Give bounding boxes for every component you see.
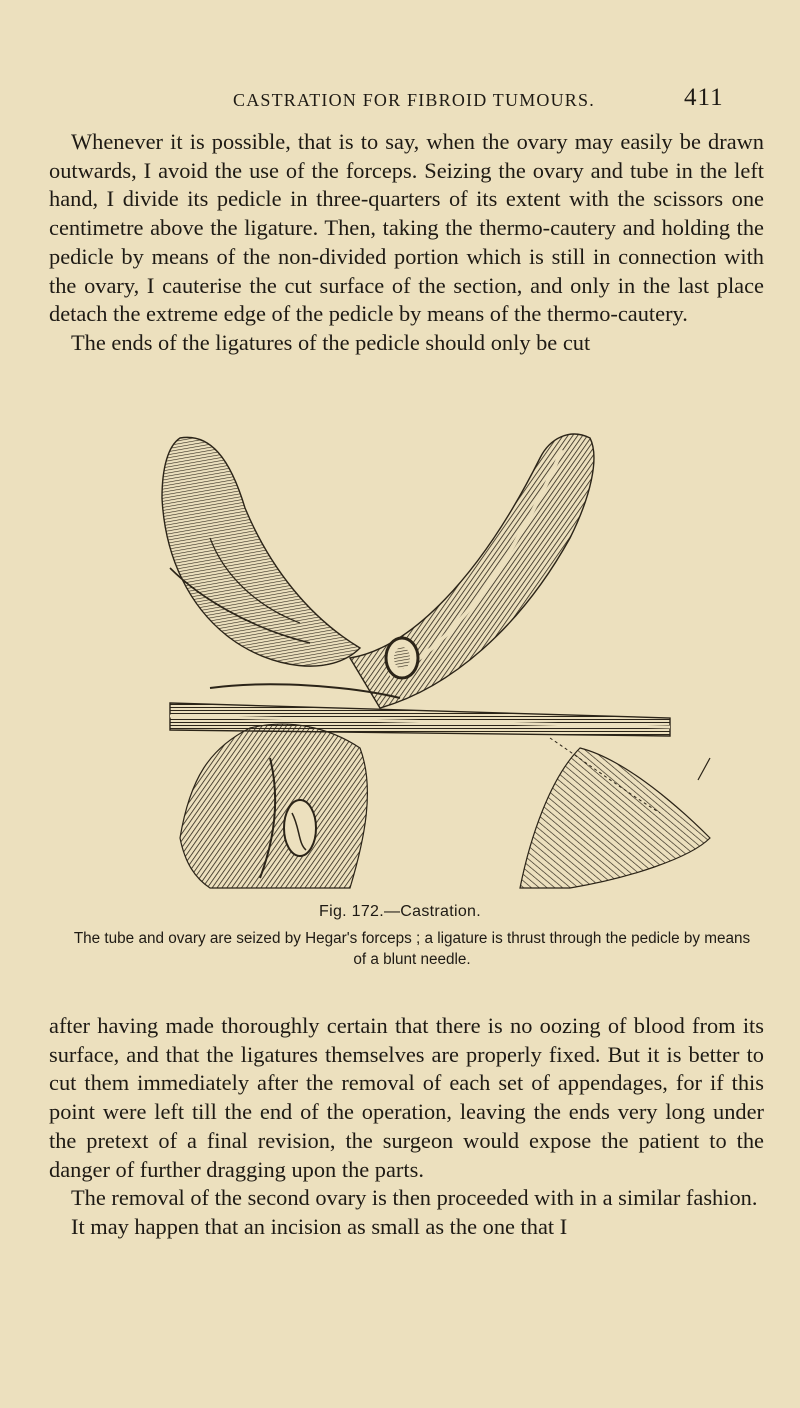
text-block-bottom xyxy=(49,1012,764,1242)
paragraph: The ends of the ligatures of the pedicle should only be cut xyxy=(71,329,591,355)
castration-illustration xyxy=(150,418,720,898)
figure-caption: Fig. 172.—Castration. xyxy=(319,903,481,920)
figure-legend: The tube and ovary are seized by Hegar's forceps ; a ligature is thrust through the pedicle by means of a blunt needle. xyxy=(73,930,751,968)
page-number: 411 xyxy=(684,84,724,111)
text-block-top xyxy=(49,128,764,358)
running-title: CASTRATION FOR FIBROID TUMOURS. xyxy=(233,90,595,110)
running-head xyxy=(0,84,800,114)
paragraph: It may happen that an incision as small as the one that I xyxy=(71,1213,568,1239)
paragraph: The removal of the second ovary is then proceeded with in a similar fashion. xyxy=(71,1185,758,1211)
paragraph: after having made thoroughly certain that there is no oozing of blood from its surface, and that the ligatures themselves are properly fixed. But it is better to cut them immediately after the removal of each set of appendages, for if this point were left till the end of the operation, leaving the ends very long under the pretext of a final revision, the surgeon would expose the patient to the danger of further dragging upon the parts. xyxy=(49,1013,764,1182)
paragraph: Whenever it is possible, that is to say, when the ovary may easily be drawn outwards, I avoid the use of the forceps. Seizing the ovary and tube in the left hand, I divide its pedicle in three-quarters of its extent with the scissors one centimetre above the ligature. Then, taking the thermo-cautery and holding the pedicle by means of the non-divided portion which is still in connection with the ovary, I cauterise the cut surface of the section, and only in the last place detach the extreme edge of the pedicle by means of the thermo-cautery. xyxy=(49,129,764,327)
